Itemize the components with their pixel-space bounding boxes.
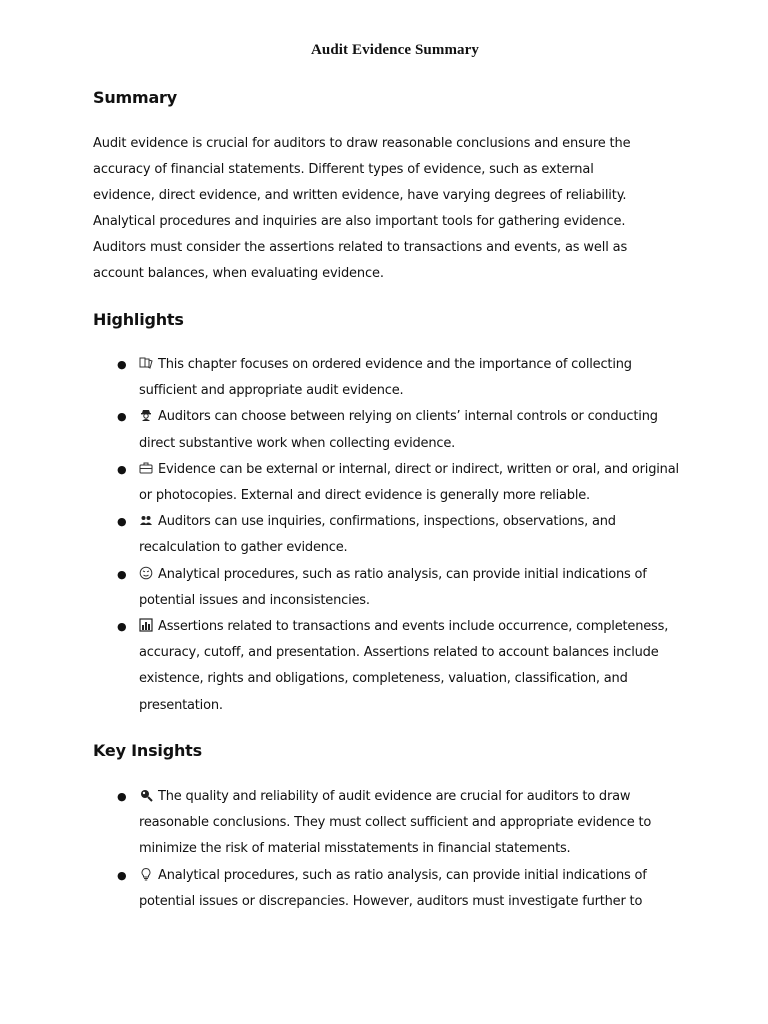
light-bulb-icon bbox=[139, 867, 153, 881]
highlight-text: Auditors can choose between relying on clients’ internal controls or conducting direct substantive work when collecting evidence. bbox=[139, 409, 658, 451]
list-item bbox=[117, 614, 679, 719]
highlights-list bbox=[0, 352, 679, 719]
bullet-icon: ● bbox=[117, 515, 127, 529]
highlight-text: This chapter focuses on ordered evidence and the importance of collecting sufficient and appropriate audit evidence. bbox=[139, 357, 632, 399]
bullet-icon: ● bbox=[117, 567, 127, 581]
bullet-icon: ● bbox=[117, 868, 127, 882]
list-item bbox=[117, 404, 679, 456]
magnifier-icon bbox=[139, 788, 153, 802]
list-item bbox=[117, 509, 679, 561]
highlight-text: Analytical procedures, such as ratio analysis, can provide initial indications of potential issues and inconsistencies. bbox=[139, 566, 647, 608]
document-title: Audit Evidence Summary bbox=[310, 42, 480, 58]
briefcase-icon bbox=[139, 461, 153, 475]
detective-icon bbox=[139, 408, 153, 422]
highlight-text: Auditors can use inquiries, confirmations, inspections, observations, and recalculation to gather evidence. bbox=[139, 514, 616, 556]
list-item bbox=[117, 352, 679, 404]
highlight-text: Assertions related to transactions and events include occurrence, completeness, accuracy, cutoff, and presentation. Assertions related to account balances include existence, rights and obligations, completeness, valuation, classification, and presentation. bbox=[139, 619, 669, 713]
books-icon bbox=[139, 356, 153, 370]
list-item bbox=[117, 784, 679, 863]
bullet-icon: ● bbox=[117, 358, 127, 371]
highlights-heading: Highlights bbox=[93, 310, 184, 329]
highlight-text: Evidence can be external or internal, direct or indirect, written or oral, and original or photocopies. External and direct evidence is generally more reliable. bbox=[139, 461, 679, 504]
face-icon bbox=[139, 566, 153, 580]
list-item bbox=[117, 457, 679, 509]
summary-heading: Summary bbox=[93, 88, 177, 107]
insight-text: The quality and reliability of audit evidence are crucial for auditors to draw reasonable conclusions. They must collect sufficient and appropriate evidence to minimize the risk of material misstatements in financial statements. bbox=[139, 789, 652, 857]
people-icon bbox=[139, 513, 153, 527]
list-item bbox=[117, 863, 679, 915]
key-insights-list bbox=[0, 784, 679, 915]
bar-chart-icon bbox=[139, 618, 153, 632]
bullet-icon: ● bbox=[117, 462, 127, 476]
bullet-icon: ● bbox=[117, 620, 127, 634]
key-insights-heading: Key Insights bbox=[93, 741, 202, 760]
bullet-icon: ● bbox=[117, 790, 127, 803]
summary-paragraph: Audit evidence is crucial for auditors to draw reasonable conclusions and ensure the accuracy of financial statements. Different types of evidence, such as external evidence, direct evidence, and written evidence, have varying degrees of reliability. Analytical procedures and inquiries are also important tools for gathering evidence. Auditors must consider the assertions related to transactions and events, as well as account balances, when evaluating evidence. bbox=[93, 136, 631, 281]
bullet-icon: ● bbox=[117, 410, 127, 424]
insight-text: Analytical procedures, such as ratio analysis, can provide initial indications of potential issues or discrepancies. However, auditors must investigate further to bbox=[139, 867, 647, 909]
list-item bbox=[117, 562, 679, 614]
